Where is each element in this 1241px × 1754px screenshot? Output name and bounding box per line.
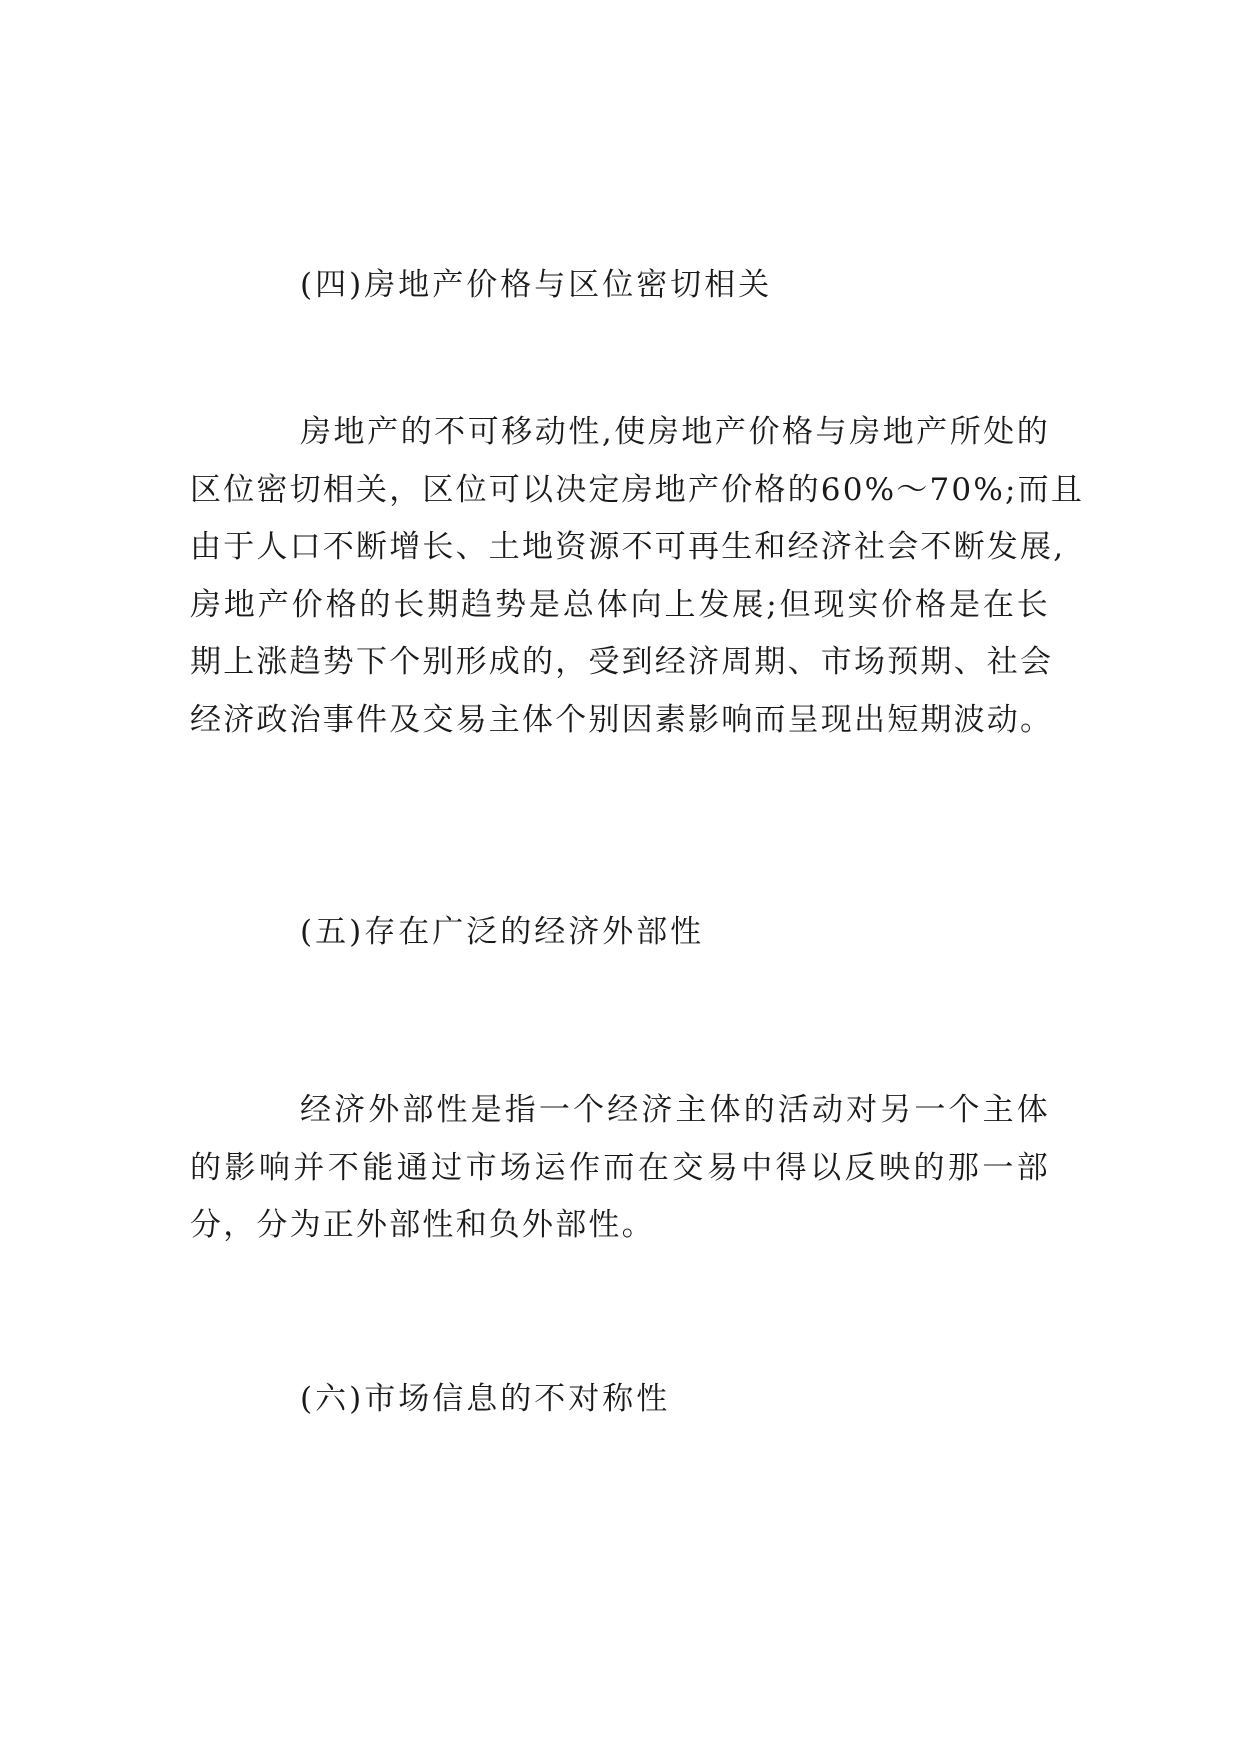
- paragraph-line: 的影响并不能通过市场运作而在交易中得以反映的那一部: [190, 1149, 1050, 1186]
- paragraph-line: 分，分为正外部性和负外部性。: [190, 1207, 655, 1243]
- section-paragraph-5: [190, 1082, 1050, 1255]
- section-heading-6: (六)市场信息的不对称性: [300, 1381, 671, 1417]
- section-paragraph-4: [190, 404, 1085, 749]
- section-heading-4: (四)房地产价格与区位密切相关: [300, 267, 773, 303]
- paragraph-line: 期上涨趋势下个别形成的，受到经济周期、市场预期、社会: [190, 644, 1054, 680]
- paragraph-line: 区位密切相关，区位可以决定房地产价格的60%～70%;而且: [190, 471, 1085, 508]
- paragraph-line: 房地产价格的长期趋势是总体向上发展;但现实价格是在长: [190, 586, 1050, 623]
- paragraph-line: 房地产的不可移动性,使房地产价格与房地产所处的: [300, 414, 1050, 450]
- paragraph-line: 经济外部性是指一个经济主体的活动对另一个主体: [300, 1092, 1050, 1128]
- paragraph-line: 由于人口不断增长、土地资源不可再生和经济社会不断发展,: [190, 529, 1066, 565]
- paragraph-line: 经济政治事件及交易主体个别因素影响而呈现出短期波动。: [190, 701, 1054, 738]
- section-heading-5: (五)存在广泛的经济外部性: [300, 914, 705, 950]
